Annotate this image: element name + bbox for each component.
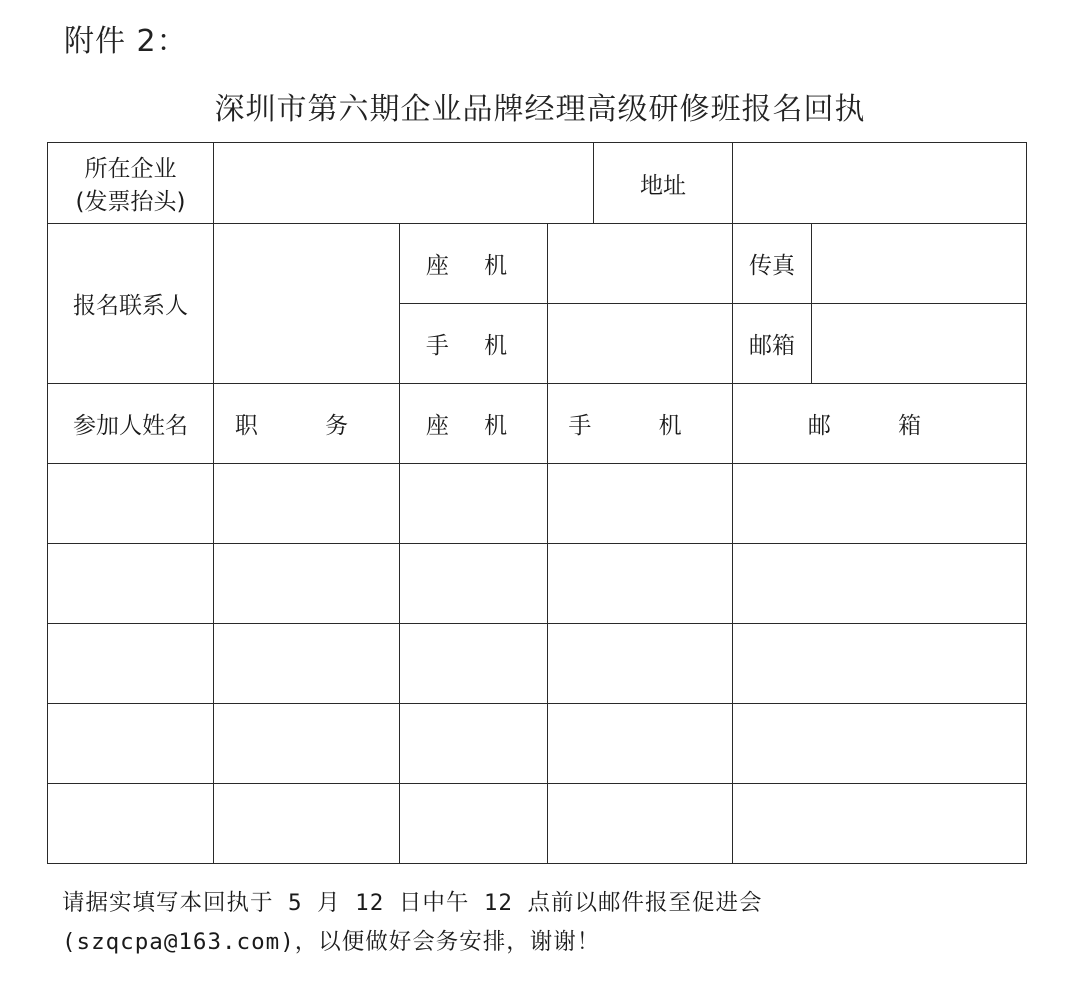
fax-label: 传真 (733, 224, 812, 304)
participant-email-input[interactable] (733, 784, 1027, 864)
form-title: 深圳市第六期企业品牌经理高级研修班报名回执 (214, 92, 866, 127)
email-input[interactable] (812, 304, 1027, 384)
col-header-landline: 座 机 (400, 384, 548, 464)
fax-input[interactable] (812, 224, 1027, 304)
company-label-line2: (发票抬头) (75, 189, 186, 215)
col-header-name: 参加人姓名 (48, 384, 214, 464)
participant-email-input[interactable] (733, 704, 1027, 784)
col-header-email: 邮 箱 (733, 384, 1027, 464)
participant-mobile-input[interactable] (548, 624, 733, 704)
participant-row (48, 464, 1027, 544)
participant-mobile-input[interactable] (548, 784, 733, 864)
participant-email-input[interactable] (733, 464, 1027, 544)
footnote (62, 884, 1022, 962)
participant-row (48, 544, 1027, 624)
footnote-line1: 请据实填写本回执于 5 月 12 日中午 12 点前以邮件报至促进会 (62, 890, 763, 916)
contact-mobile-input[interactable] (548, 304, 733, 384)
contact-landline-input[interactable] (548, 224, 733, 304)
participant-name-input[interactable] (48, 544, 214, 624)
participant-position-input[interactable] (214, 784, 400, 864)
participant-row (48, 784, 1027, 864)
col-header-mobile: 手 机 (548, 384, 733, 464)
participant-landline-input[interactable] (400, 624, 548, 704)
contact-row-1 (48, 224, 1027, 304)
participant-mobile-input[interactable] (548, 464, 733, 544)
contact-label: 报名联系人 (48, 224, 214, 384)
address-label: 地址 (594, 143, 733, 224)
company-label-line1: 所在企业 (84, 156, 177, 182)
participant-landline-input[interactable] (400, 704, 548, 784)
participant-position-input[interactable] (214, 624, 400, 704)
participant-landline-input[interactable] (400, 784, 548, 864)
company-row (48, 143, 1027, 224)
participant-email-input[interactable] (733, 544, 1027, 624)
participant-position-input[interactable] (214, 704, 400, 784)
contact-mobile-label: 手 机 (400, 304, 548, 384)
address-input[interactable] (733, 143, 1027, 224)
participant-position-input[interactable] (214, 464, 400, 544)
participant-row (48, 624, 1027, 704)
attachment-label: 附件 2： (64, 24, 188, 59)
participant-row (48, 704, 1027, 784)
participant-name-input[interactable] (48, 704, 214, 784)
company-label (48, 143, 214, 224)
company-input[interactable] (214, 143, 594, 224)
col-header-position: 职 务 (214, 384, 400, 464)
participant-landline-input[interactable] (400, 544, 548, 624)
participant-position-input[interactable] (214, 544, 400, 624)
participant-name-input[interactable] (48, 624, 214, 704)
participant-mobile-input[interactable] (548, 704, 733, 784)
participant-mobile-input[interactable] (548, 544, 733, 624)
contact-landline-label: 座 机 (400, 224, 548, 304)
contact-name-input[interactable] (214, 224, 400, 384)
participant-email-input[interactable] (733, 624, 1027, 704)
participant-name-input[interactable] (48, 464, 214, 544)
participant-landline-input[interactable] (400, 464, 548, 544)
participants-header-row (48, 384, 1027, 464)
participant-name-input[interactable] (48, 784, 214, 864)
footnote-line2: (szqcpa@163.com)，以便做好会务安排，谢谢！ (62, 929, 601, 955)
registration-form-table (47, 142, 1027, 864)
email-label: 邮箱 (733, 304, 812, 384)
